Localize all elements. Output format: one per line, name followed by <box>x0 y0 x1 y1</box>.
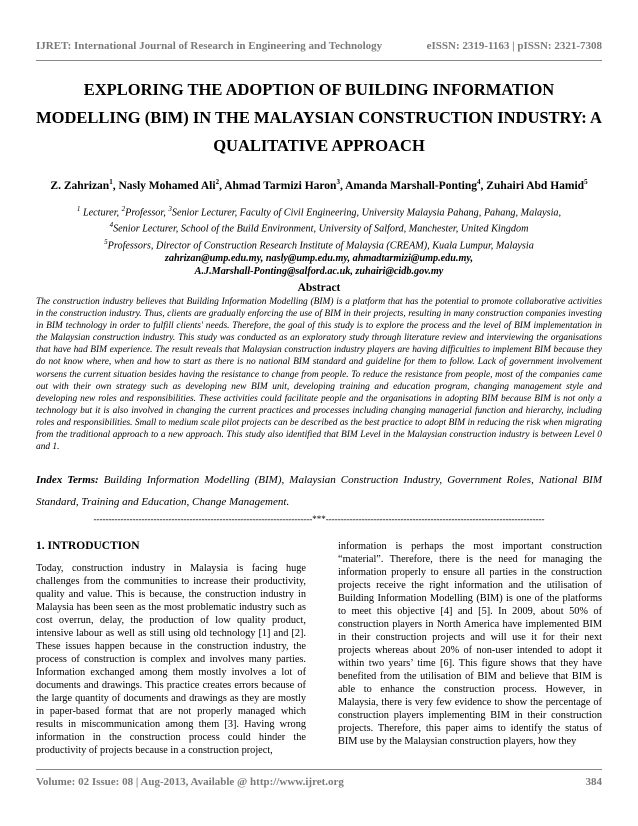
author-5: Zuhairi Abd Hamid <box>486 179 585 192</box>
running-footer <box>36 776 602 788</box>
email-line-1[interactable]: zahrizan@ump.edu.my, nasly@ump.edu.my, ahmadtarmizi@ump.edu.my, <box>164 253 474 265</box>
index-terms-text: Building Information Modelling (BIM), Malaysian Construction Industry, Government Roles, National BIM Standard, Training and Education, Change Management. <box>36 474 602 508</box>
affiliation-4: Senior Lecturer, School of the Build Environment, University of Salford, Manchester, United Kingdom <box>113 223 529 235</box>
author-1: Z. Zahrizan <box>50 179 110 192</box>
affiliations: $^1$ Lecturer, $^2$Professor, $^3$Senior Lecturer, Faculty of Civil Engineering, University Malaysia Pahang, Pahang, Malaysia, $^4$Senior Lecturer, School of the Build Environment, University of Salford, Manchester, United Kingdom $^5$Professors, Director of Construction Research Institute of Malaysia (CREAM), Kuala Lumpur, Malaysia zahrizan@ump.edu.my, nasly@ump.edu.my, ahmadtarmizi@ump.edu.my, A.J.Marshall-Ponting@salford.ac.uk, zuhairi@cidb.gov.my <box>30 203 608 278</box>
abstract-heading: Abstract <box>297 282 341 294</box>
index-terms-label: Index Terms: <box>36 474 99 486</box>
section-heading-introduction: 1. INTRODUCTION <box>36 540 140 552</box>
paper-title: EXPLORING THE ADOPTION OF BUILDING INFORMATION MODELLING (BIM) IN THE MALAYSIAN CONSTRUCTION INDUSTRY: A QUALITATIVE APPROACH <box>36 80 602 155</box>
email-line-2[interactable]: A.J.Marshall-Ponting@salford.ac.uk, zuhairi@cidb.gov.my <box>194 266 444 278</box>
affiliation-2: Professor, <box>125 207 169 219</box>
issn: eISSN: 2319-1163 | pISSN: 2321-7308 <box>426 40 602 52</box>
affiliation-5: Professors, Director of Construction Research Institute of Malaysia (CREAM), Kuala Lumpur, Malaysia <box>107 240 534 252</box>
affiliation-1: Lecturer, <box>82 207 122 219</box>
section-separator: -------------------------------------------------------------------------***------------------------------------------------------------------------- <box>93 514 545 524</box>
abstract-text: The construction industry believes that Building Information Modelling (BIM) is a platform that has the potential to promote collaborative activities in the construction industry. Thus, clients are gradually enforcing the use of BIM in their projects, resulting in many construction companies investing in BIM technology in order to fulfill clients' needs. Therefore, the goal of this study is to explore the process and the level of BIM implementation in the Malaysian construction industry. This study was conducted as an exploratory study through literature review and interviewing the organisations that have had BIM experience. The result reveals that Malaysian construction industry players are having difficulties to implement BIM because they do not know where, when and how to start as there is no national BIM standard and guideline for them to follow. Lack of government involvement worsens the current situation besides having the resistance to change from people. To reduce the resistance from people, most of the companies came out with their own strategy such as developing new BIM unit, developing training and education program, changing management style and developing new roles and responsibilities. These activities could facilitate people and the organisations in adopting BIM because BIM is not only a technology but it is also involved in changing the current practices and processes including changing managerial function and hierarchy, including roles and responsibilities. Small to medium scale pilot projects can be described as the best practice to adopt BIM in reducing the risk when migrating from the traditional approach to a new approach. This study also identified that BIM Level in the Malaysian construction industry is between Level 0 and 1. <box>36 297 602 453</box>
journal-name: IJRET: International Journal of Research in Engineering and Technology <box>36 40 383 52</box>
volume-info: Volume: 02 Issue: 08 | Aug-2013, Available @ http://www.ijret.org <box>36 776 344 788</box>
running-header <box>36 40 602 52</box>
intro-paragraph-left: Today, construction industry in Malaysia is facing huge challenges from the communities to increase their productivity, quality and value. This is because, the construction industry in Malaysia has been seen as the most problematic industry such as cost overrun, delay, the production of low quality product, intensive labour as well as still using old technology [1] and [2]. These issues happen because in the construction industry, the process of construction is complex and involves many parties. Information exchanged among them mostly involves a lot of documents and drawings. This practice creates errors because of the large quantity of documents and drawings as they are mostly in paper-based format that are not properly managed which results in miscommunication among them [3]. Having wrong information in the construction process could hinder the productivity of projects because in a construction project, <box>36 563 306 756</box>
author-4: Amanda Marshall-Ponting <box>345 179 478 192</box>
author-2: Nasly Mohamed Ali <box>118 179 216 192</box>
intro-paragraph-right: information is perhaps the most important construction “material”. Therefore, there is the need for managing the information properly to ensure all parties in the construction projects receive the right information and the utilisation of Building Information Modelling (BIM) is one of the platforms to meet this objective [4] and [5]. In 2009, about 50% of construction players in North America have implemented BIM in their construction projects and will use it for their next projects whereas about 20% of non-user intended to adopt it within two years’ time [6]. This figure shows that they have benefited from the utilisation of BIM and believe that BIM is able to enhance the construction process. However, in Malaysia, there is very few evidence to show the percentage of construction players implementing BIM in their construction projects. Therefore, this paper aims to identify the status of BIM use by the Malaysian construction players, how they <box>338 541 602 747</box>
page-number: 384 <box>585 776 602 788</box>
author-list: Z. Zahrizan$^1$, Nasly Mohamed Ali$^2$, Ahmad Tarmizi Haron$^3$, Amanda Marshall-Ponting$^4$, Zuhairi Abd Hamid$^5$ <box>50 178 588 192</box>
header-divider <box>36 60 602 61</box>
author-3: Ahmad Tarmizi Haron <box>224 179 337 192</box>
right-column <box>338 540 602 748</box>
index-terms <box>36 469 602 513</box>
left-column <box>36 540 306 757</box>
affiliation-3: Senior Lecturer, Faculty of Civil Engineering, University Malaysia Pahang, Pahang, Malaysia, <box>171 207 562 219</box>
footer-divider <box>36 769 602 770</box>
